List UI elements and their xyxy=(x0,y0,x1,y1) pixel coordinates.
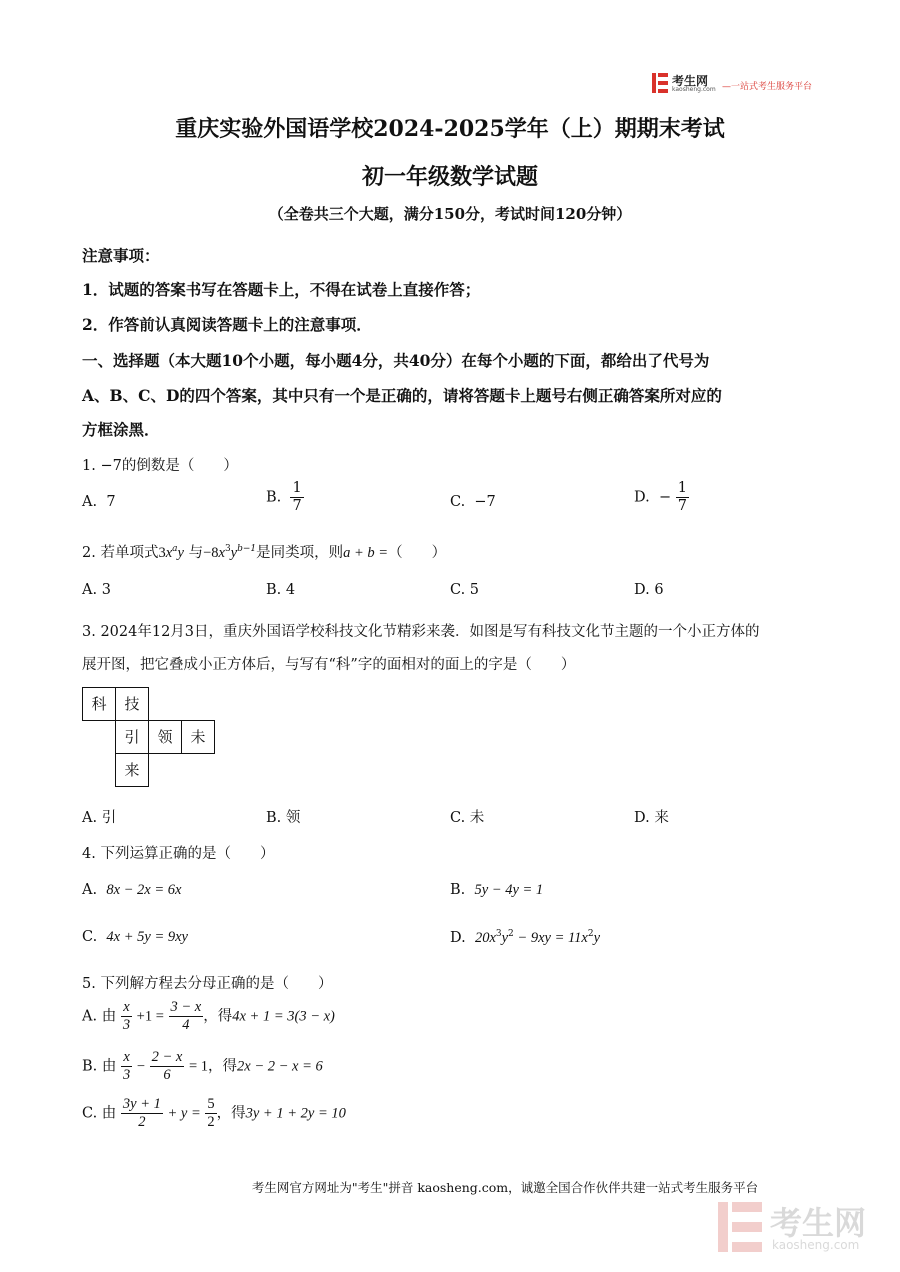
exam-info: （全卷共三个大题，满分150分，考试时间120分钟） xyxy=(268,205,632,223)
exam-subtitle: 初一年级数学试题 xyxy=(361,164,538,190)
q4-stem: 4. 下列运算正确的是（ ） xyxy=(82,846,275,862)
watermark-domain: kaosheng.com xyxy=(772,1238,860,1252)
note-item-2: 2．作答前认真阅读答题卡上的注意事项． xyxy=(82,315,372,334)
q1-stem: 1. −7的倒数是（ ） xyxy=(82,458,238,474)
logo-domain: kaosheng.com xyxy=(672,86,716,93)
watermark-brand: 考生网 xyxy=(770,1204,867,1242)
q2-option-b: B. 4 xyxy=(266,582,296,598)
q4-option-a: A. 8x − 2x = 6x xyxy=(82,882,182,898)
logo-brand: 考生网 xyxy=(672,74,709,88)
note-item-1: 1．试题的答案书写在答题卡上，不得在试卷上直接作答； xyxy=(82,280,481,299)
cube-net-cell: 未 xyxy=(181,720,215,754)
q3-option-b: B. 领 xyxy=(266,810,301,826)
logo-slogan: —一站式考生服务平台 xyxy=(722,82,813,92)
cube-net-cell: 技 xyxy=(115,687,149,721)
notes-heading: 注意事项： xyxy=(82,246,160,265)
q3-option-a: A. 引 xyxy=(82,810,117,826)
q5-option-c: C. 由 $\frac{3y + 1}{2}$ + y = $\frac{5}{2}$ ，得3y + 1 + 2y = 10 xyxy=(82,1096,346,1131)
q3-line1: 3. 2024年12月3日，重庆外国语学校科技文化节精彩来袭．如图是写有科技文化节主题的一个小正方体的 xyxy=(82,624,760,640)
q5-option-a: A. 由 $\frac{x}{3}$ +1 = $\frac{3 - x}{4}$ ，得4x + 1 = 3(3 − x) xyxy=(82,999,335,1034)
section1-line2: A、B、C、D的四个答案，其中只有一个是正确的，请将答题卡上题号右侧正确答案所对应的 xyxy=(82,386,722,405)
q2-option-a: A. 3 xyxy=(82,582,111,598)
exam-title: 重庆实验外国语学校2024-2025学年（上）期期末考试 xyxy=(175,116,725,142)
q2-option-c: C. 5 xyxy=(450,582,480,598)
q1-option-c: C. −7 xyxy=(450,494,496,510)
watermark xyxy=(718,1196,888,1256)
section1-line1: 一、选择题（本大题10个小题，每小题4分，共40分）在每个小题的下面，都给出了代号为 xyxy=(82,351,710,370)
q1-option-a: A. 7 xyxy=(82,494,116,510)
q1-option-d: D. − $\frac{1}{7}$ xyxy=(634,480,687,515)
cube-net-cell: 领 xyxy=(148,720,182,754)
header-logo xyxy=(652,72,822,96)
q4-option-b: B. 5y − 4y = 1 xyxy=(450,882,544,898)
q5-stem: 5. 下列解方程去分母正确的是（ ） xyxy=(82,976,333,992)
page-footer: 考生网官方网址为"考生"拼音 kaosheng.com，诚邀全国合作伙伴共建一站式考生服务平台 xyxy=(251,1180,759,1195)
kaosheng-logo-icon xyxy=(652,73,668,93)
cube-net-cell: 科 xyxy=(82,687,116,721)
section1-line3: 方框涂黑． xyxy=(82,420,160,439)
q4-option-d: D. $20x^3y^2 - 9xy = 11x^2y$ xyxy=(450,929,601,946)
q3-line2: 展开图，把它叠成小正方体后，与写有“科”字的面相对的面上的字是（ ） xyxy=(82,657,576,673)
q1-option-b: B. $\frac{1}{7}$ xyxy=(266,480,302,515)
q5-option-b: B. 由 $\frac{x}{3}$ − $\frac{2 - x}{6}$ = 1，得2x − 2 − x = 6 xyxy=(82,1049,323,1084)
q3-option-c: C. 未 xyxy=(450,810,485,826)
kaosheng-watermark-icon xyxy=(718,1202,762,1252)
q4-option-c: C. 4x + 5y = 9xy xyxy=(82,929,188,945)
q2-option-d: D. 6 xyxy=(634,582,664,598)
q3-option-d: D. 来 xyxy=(634,810,669,826)
cube-net-cell: 引 xyxy=(115,720,149,754)
cube-net-cell: 来 xyxy=(115,753,149,787)
q2-stem: 2. 若单项式$3x^ay$ 与$-8x^3y^{b-1}$是同类项，则a + b =（ ） xyxy=(82,544,447,561)
